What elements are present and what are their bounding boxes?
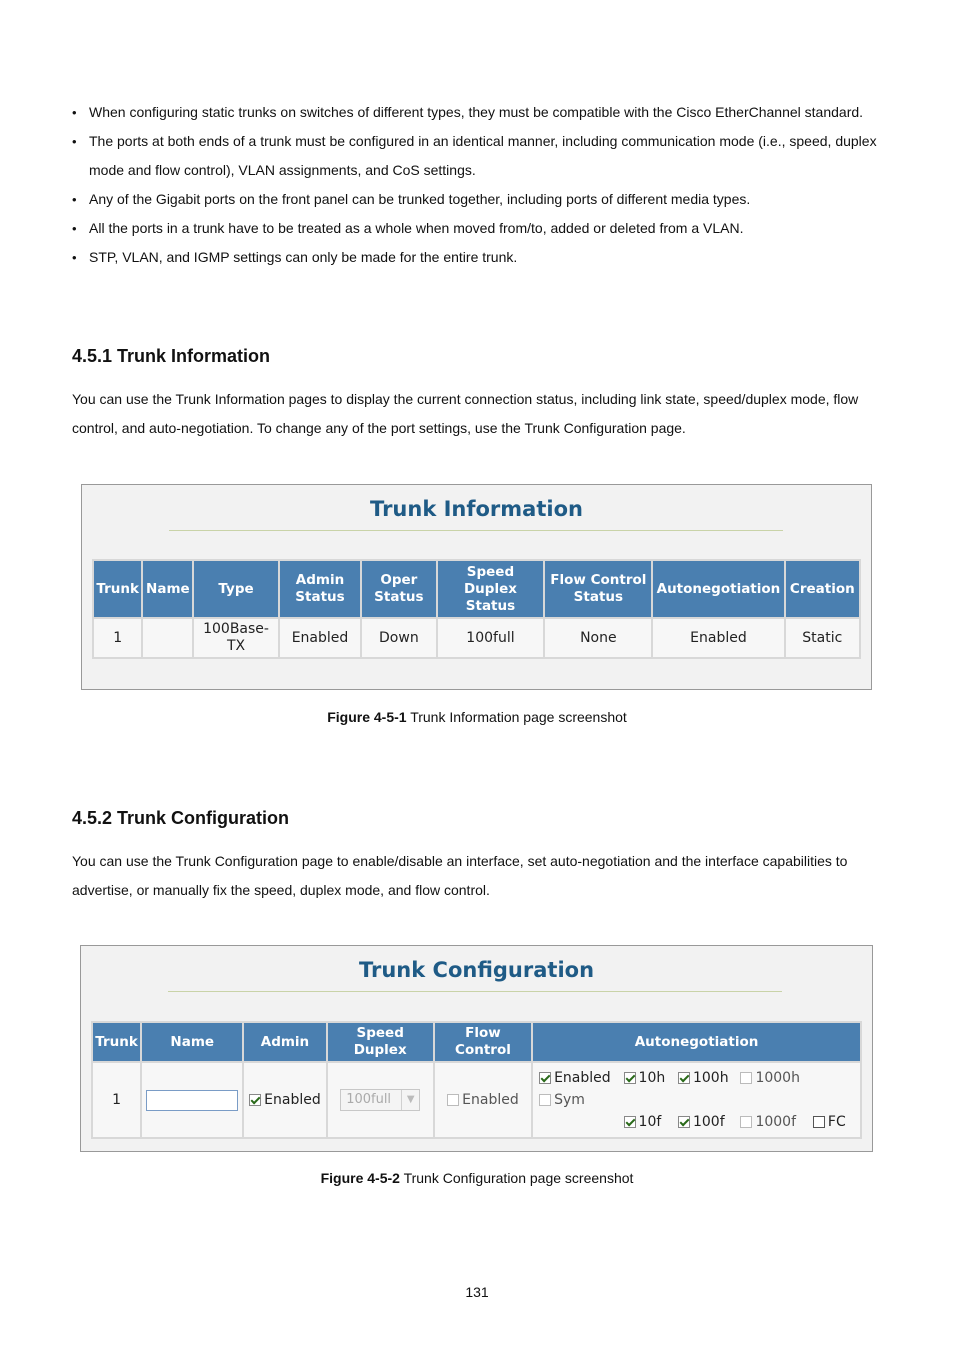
col-flow-control-status: Flow Control Status bbox=[545, 561, 651, 617]
figure-caption-1 bbox=[0, 709, 954, 725]
col-creation: Creation bbox=[786, 561, 859, 617]
col-speed-duplex-status: Speed Duplex Status bbox=[438, 561, 544, 617]
col-admin: Admin bbox=[244, 1023, 325, 1061]
autoneg-row-2 bbox=[539, 1111, 854, 1133]
autoneg-fc-label: FC bbox=[827, 1114, 846, 1130]
autoneg-1000f-option[interactable] bbox=[740, 1111, 808, 1133]
autoneg-sym-label: Sym bbox=[554, 1092, 585, 1108]
section-body-trunk-configuration: You can use the Trunk Configuration page to enable/disable an interface, set auto-negotiation and the interface capabilities to advertise, or manually fix the speed, duplex mode, and flow control. bbox=[72, 853, 848, 898]
bullet-item: • The ports at both ends of a trunk must be configured in an identical manner, including communication mode (i.e., speed, duplex mode and flow control), VLAN assignments, and CoS settings. bbox=[72, 127, 902, 185]
admin-enabled-checkbox[interactable] bbox=[249, 1094, 261, 1106]
autoneg-10f-checkbox[interactable] bbox=[624, 1116, 636, 1128]
admin-enabled-option[interactable] bbox=[249, 1092, 321, 1109]
cell-speed-duplex bbox=[328, 1063, 433, 1137]
flow-control-label: Enabled bbox=[462, 1091, 519, 1108]
autoneg-10h-checkbox[interactable] bbox=[624, 1072, 636, 1084]
autoneg-10f-label: 10f bbox=[638, 1114, 662, 1130]
cell-autonegotiation: Enabled bbox=[653, 619, 783, 657]
table-row bbox=[93, 1063, 860, 1137]
autoneg-100f-checkbox[interactable] bbox=[678, 1116, 690, 1128]
speed-duplex-value: 100full bbox=[346, 1092, 392, 1107]
cell-flow-control-status: None bbox=[545, 619, 651, 657]
bullet-item: • STP, VLAN, and IGMP settings can only be made for the entire trunk. bbox=[72, 243, 902, 272]
trunk-configuration-table bbox=[91, 1021, 862, 1139]
autoneg-100f-label: 100f bbox=[692, 1114, 725, 1130]
autoneg-1000f-checkbox[interactable] bbox=[740, 1116, 752, 1128]
autoneg-10h-label: 10h bbox=[638, 1070, 666, 1086]
figure-caption-2 bbox=[0, 1170, 954, 1186]
autoneg-100h-label: 100h bbox=[692, 1070, 729, 1086]
autoneg-enabled-option[interactable] bbox=[539, 1067, 619, 1089]
cell-oper-status: Down bbox=[362, 619, 435, 657]
col-trunk: Trunk bbox=[94, 561, 141, 617]
flow-control-enabled-option[interactable] bbox=[447, 1092, 519, 1109]
autoneg-10f-option[interactable] bbox=[624, 1111, 674, 1133]
figure-text: Trunk Information page screenshot bbox=[406, 709, 627, 725]
col-autonegotiation: Autonegotiation bbox=[533, 1023, 860, 1061]
admin-enabled-label: Enabled bbox=[264, 1091, 321, 1108]
cell-trunk: 1 bbox=[93, 1063, 140, 1137]
autoneg-fc-checkbox[interactable] bbox=[813, 1116, 825, 1128]
col-flow-control: Flow Control bbox=[435, 1023, 531, 1061]
cell-type: 100Base-TX bbox=[194, 619, 277, 657]
bullet-list bbox=[72, 98, 902, 272]
table-header-row bbox=[94, 561, 859, 617]
col-name: Name bbox=[142, 1023, 242, 1061]
col-trunk: Trunk bbox=[93, 1023, 140, 1061]
trunk-information-table bbox=[92, 559, 861, 659]
autoneg-100h-checkbox[interactable] bbox=[678, 1072, 690, 1084]
col-admin-status: Admin Status bbox=[280, 561, 360, 617]
section-heading-trunk-information: 4.5.1 Trunk Information bbox=[72, 346, 271, 366]
autoneg-1000h-checkbox[interactable] bbox=[740, 1072, 752, 1084]
bullet-item: • Any of the Gigabit ports on the front panel can be trunked together, including ports of different media types. bbox=[72, 185, 902, 214]
trunk-configuration-screenshot bbox=[80, 945, 873, 1152]
title-divider bbox=[169, 530, 783, 531]
figure-text: Trunk Configuration page screenshot bbox=[399, 1170, 634, 1186]
col-type: Type bbox=[194, 561, 277, 617]
col-speed-duplex: Speed Duplex bbox=[328, 1023, 433, 1061]
chevron-down-icon: ▼ bbox=[401, 1090, 419, 1110]
autoneg-1000h-option[interactable] bbox=[740, 1067, 808, 1089]
bullet-item: • All the ports in a trunk have to be treated as a whole when moved from/to, added or deleted from a VLAN. bbox=[72, 214, 902, 243]
autoneg-sym-option[interactable] bbox=[539, 1089, 585, 1111]
autoneg-1000h-label: 1000h bbox=[755, 1070, 800, 1086]
autoneg-enabled-checkbox[interactable] bbox=[539, 1072, 551, 1084]
cell-admin bbox=[244, 1063, 325, 1137]
speed-duplex-select[interactable] bbox=[340, 1089, 420, 1111]
trunk-configuration-title: Trunk Configuration bbox=[358, 958, 595, 982]
figure-label: Figure 4-5-2 bbox=[320, 1170, 400, 1186]
autoneg-100h-option[interactable] bbox=[678, 1067, 736, 1089]
table-row bbox=[94, 619, 859, 657]
bullet-item: • When configuring static trunks on switches of different types, they must be compatible with the Cisco EtherChannel standard. bbox=[72, 98, 902, 127]
col-autonegotiation: Autonegotiation bbox=[653, 561, 783, 617]
col-name: Name bbox=[143, 561, 192, 617]
autoneg-fc-option[interactable] bbox=[813, 1111, 846, 1133]
cell-flow-control bbox=[435, 1063, 531, 1137]
autoneg-sym-checkbox[interactable] bbox=[539, 1094, 551, 1106]
cell-creation: Static bbox=[786, 619, 859, 657]
figure-label: Figure 4-5-1 bbox=[327, 709, 407, 725]
section-body-trunk-information: You can use the Trunk Information pages to display the current connection status, including link state, speed/duplex mode, flow control, and auto-negotiation. To change any of the port settings, use the Trunk Configuration page. bbox=[72, 391, 859, 436]
table-header-row bbox=[93, 1023, 860, 1061]
autoneg-100f-option[interactable] bbox=[678, 1111, 736, 1133]
autoneg-1000f-label: 1000f bbox=[755, 1114, 796, 1130]
cell-admin-status: Enabled bbox=[280, 619, 360, 657]
cell-trunk: 1 bbox=[94, 619, 141, 657]
cell-name bbox=[143, 619, 192, 657]
cell-name bbox=[142, 1063, 242, 1137]
trunk-name-input[interactable] bbox=[146, 1090, 238, 1111]
autoneg-10h-option[interactable] bbox=[624, 1067, 674, 1089]
autoneg-row-1 bbox=[539, 1067, 854, 1111]
section-heading-trunk-configuration: 4.5.2 Trunk Configuration bbox=[72, 808, 290, 828]
title-divider bbox=[168, 991, 782, 992]
trunk-information-screenshot bbox=[81, 484, 872, 690]
autoneg-enabled-label: Enabled bbox=[554, 1070, 611, 1086]
col-oper-status: Oper Status bbox=[362, 561, 435, 617]
cell-autonegotiation bbox=[533, 1063, 860, 1137]
cell-speed-duplex-status: 100full bbox=[438, 619, 544, 657]
page-number: 131 bbox=[465, 1284, 489, 1300]
trunk-information-title: Trunk Information bbox=[370, 497, 583, 521]
flow-control-checkbox[interactable] bbox=[447, 1094, 459, 1106]
